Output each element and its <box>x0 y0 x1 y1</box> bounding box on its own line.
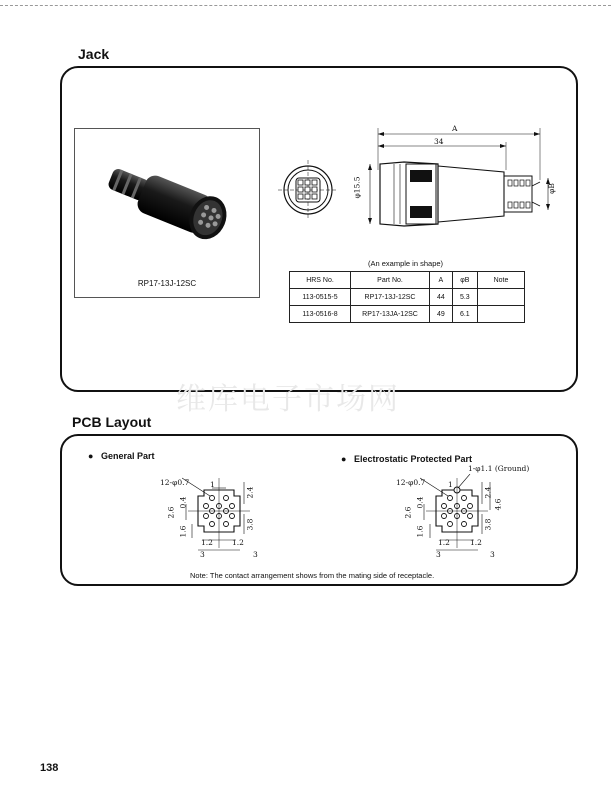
general-dim-0-4: 0.4 <box>178 496 188 509</box>
esd-dim-3-8: 3.8 <box>483 518 493 531</box>
general-dim-3-8: 3.8 <box>245 518 255 531</box>
general-dim-2-6: 2.6 <box>166 506 176 519</box>
table-cell: RP17-13J-12SC <box>351 289 430 306</box>
dim-A-label: A <box>452 124 458 133</box>
product-photo-frame <box>74 128 260 298</box>
general-dim-1-2b: 1.2 <box>232 538 244 547</box>
dim-34-label: 34 <box>434 137 444 146</box>
table-cell: 113-0515-5 <box>290 289 351 306</box>
top-rule <box>0 5 611 6</box>
esd-dim-1-2a: 1.2 <box>438 538 450 547</box>
table-row <box>290 306 525 323</box>
header-phib: φB <box>452 272 477 289</box>
contact-note: Note: The contact arrangement shows from the mating side of receptacle. <box>190 571 435 580</box>
photo-caption: RP17-13J-12SC <box>137 279 197 288</box>
general-dim-1: 1 <box>210 480 215 489</box>
table-cell: 6.1 <box>452 306 477 323</box>
table-caption: (An example in shape) <box>368 259 444 268</box>
watermark: 维库电子市场网 <box>176 382 400 417</box>
table-cell <box>478 289 525 306</box>
esd-dim-1: 1 <box>448 480 453 489</box>
esd-dim-1-6: 1.6 <box>415 525 425 538</box>
esd-dim-2-6: 2.6 <box>403 506 413 519</box>
esd-pcb-drawing <box>420 474 510 564</box>
esd-dim-4-6: 4.6 <box>493 498 503 511</box>
header-hrs-no: HRS No. <box>290 272 351 289</box>
bullet-icon: ● <box>341 454 347 464</box>
connector-photo <box>75 129 259 297</box>
table-row <box>290 289 525 306</box>
esd-dim-2-4: 2.4 <box>483 486 493 499</box>
general-dim-1-6: 1.6 <box>178 525 188 538</box>
header-note: Note <box>478 272 525 289</box>
ground-label: 1-φ1.1 (Ground) <box>468 464 530 473</box>
bullet-icon: ● <box>88 451 94 461</box>
table-cell: 49 <box>430 306 453 323</box>
general-part-label: General Part <box>100 451 155 461</box>
spec-table <box>289 271 525 323</box>
esd-dim-3b: 3 <box>490 550 495 559</box>
front-view-drawing <box>276 158 340 222</box>
general-holes-label: 12-φ0.7 <box>160 478 190 487</box>
general-dim-2-4: 2.4 <box>245 486 255 499</box>
table-cell: RP17-13JA-12SC <box>351 306 430 323</box>
general-part-heading <box>88 451 154 461</box>
general-dim-3a: 3 <box>200 550 205 559</box>
header-part-no: Part No. <box>351 272 430 289</box>
dim-phiB-label: φB <box>546 183 556 194</box>
general-pcb-drawing <box>182 474 272 564</box>
table-cell: 113-0516-8 <box>290 306 351 323</box>
esd-dim-3a: 3 <box>436 550 441 559</box>
esd-dim-0-4: 0.4 <box>415 496 425 509</box>
general-dim-3b: 3 <box>253 550 258 559</box>
table-cell <box>478 306 525 323</box>
esd-holes-label: 12-φ0.7 <box>396 478 426 487</box>
side-view-drawing <box>344 120 564 230</box>
table-cell: 5.3 <box>452 289 477 306</box>
table-header-row <box>290 272 525 289</box>
esd-part-label: Electrostatic Protected Part <box>353 454 472 464</box>
general-dim-1-2a: 1.2 <box>201 538 213 547</box>
header-a: A <box>430 272 453 289</box>
esd-part-heading <box>341 454 472 464</box>
page-number: 138 <box>40 762 59 774</box>
section-title-jack: Jack <box>78 46 110 62</box>
esd-dim-1-2b: 1.2 <box>470 538 482 547</box>
table-cell: 44 <box>430 289 453 306</box>
section-title-pcb: PCB Layout <box>72 414 152 430</box>
dim-phi15-label: φ15.5 <box>352 176 362 199</box>
